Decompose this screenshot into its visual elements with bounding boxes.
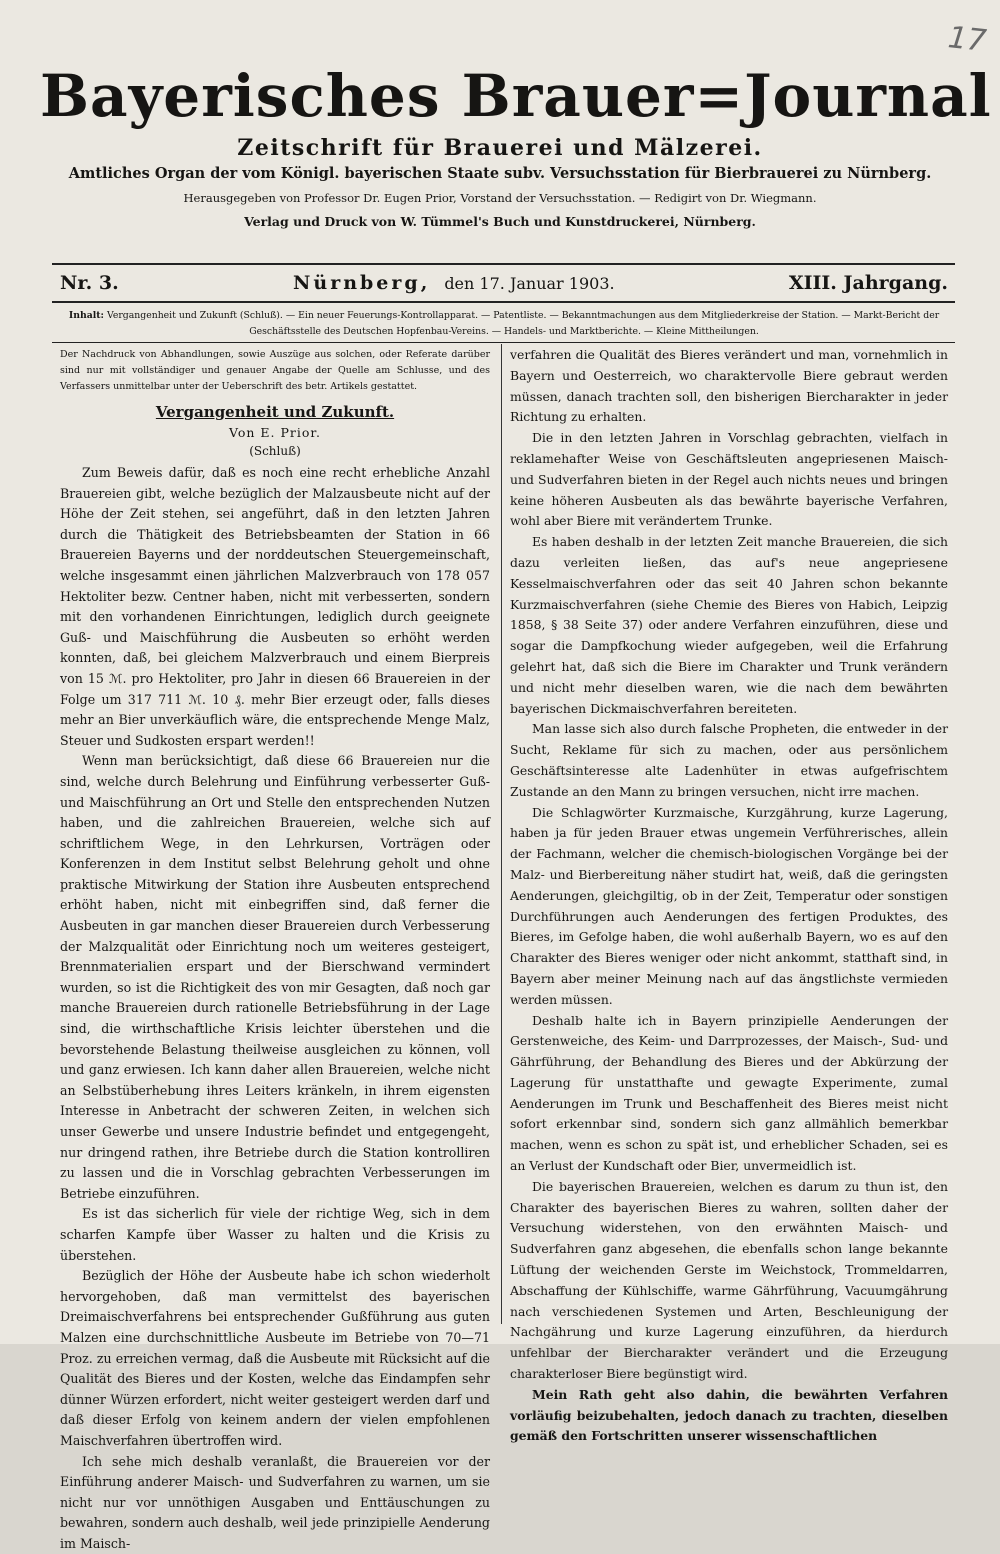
editors-line: Herausgegeben von Professor Dr. Eugen Prior, Vorstand der Versuchsstation. — Redigirt von Dr. Wiegmann.: [40, 186, 960, 210]
issue-rule: [52, 301, 955, 303]
paragraph: Man lasse sich also durch falsche Propheten, die entweder in der Sucht, Reklame für sich zu machen, oder aus persönlichem Geschäftsinteresse alte Ladenhüter in etwas aufgefrischtem Zustande an den Mann zu bringen versuchen, nicht irre machen.: [510, 719, 948, 802]
article-byline: Von E. Prior.: [60, 423, 490, 442]
left-column: [60, 345, 490, 1324]
column-divider: [501, 344, 502, 1324]
paragraph: verfahren die Qualität des Bieres verändert und man, vornehmlich in Bayern und Oesterreich, wo charaktervolle Biere gebraut werden müssen, danach trachten soll, den bisherigen Biercharakter in jeder Richtung zu erhalten.: [510, 345, 948, 428]
issue-place-date: [293, 272, 615, 294]
right-column: [510, 345, 948, 1324]
masthead-rule: [52, 263, 955, 265]
conclusion-paragraph: Mein Rath geht also dahin, die bewährten Verfahren vorläufig beizubehalten, jedoch danach zu trachten, dieselben gemäß den Fortschritten unserer wissenschaftlichen: [510, 1385, 948, 1447]
paragraph: Es ist das sicherlich für viele der richtige Weg, sich in dem scharfen Kampfe über Wasser zu halten und die Krisis zu überstehen.: [60, 1204, 490, 1266]
issue-number: Nr. 3.: [60, 272, 119, 294]
journal-subtitle: Zeitschrift für Brauerei und Mälzerei.: [40, 134, 960, 162]
page-number: 17: [946, 20, 988, 59]
reprint-notice: Der Nachdruck von Abhandlungen, sowie Auszüge aus solchen, oder Referate darüber sind nur mit vollständiger und genauer Angabe der Quelle am Schlusse, und des Verfassers unmittelbar unter der Ueberschrift des betr. Artikels gestattet.: [60, 347, 490, 395]
journal-title: Bayerisches Brauer=Journal: [40, 58, 960, 134]
paragraph: Bezüglich der Höhe der Ausbeute habe ich schon wiederholt hervorgehoben, daß man vermittelst des bayerischen Dreimaischverfahrens bei entsprechender Gußführung aus guten Malzen eine durchschnittliche Ausbeute im Betriebe von 70—71 Proz. zu erreichen vermag, daß die Ausbeute mit Rücksicht auf die Qualität des Bieres und der Kosten, welche das Eindampfen sehr dünner Würzen erfordert, nicht weiter gesteigert werden darf und daß dieser Erfolg von keinem andern der vielen empfohlenen Maischverfahren übertroffen wird.: [60, 1266, 490, 1451]
masthead: [40, 58, 960, 234]
paragraph: Die in den letzten Jahren in Vorschlag gebrachten, vielfach in reklamehafter Weise von Geschäftsleuten angepriesenen Maisch- und Sudverfahren bieten in der Regel auch nichts neues und bringen keine höheren Ausbeuten als das bewährte bayerische Verfahren, wohl aber Biere mit verändertem Trunke.: [510, 428, 948, 532]
contents-text: Vergangenheit und Zukunft (Schluß). — Ein neuer Feuerungs-Kontrollapparat. — Patentliste. — Bekanntmachungen aus dem Mitgliederkreise der Station. — Markt-Bericht der Geschäftsstelle des Deutschen Hopfenbau-Vereins. — Handels- und Marktberichte. — Kleine Mittheilungen.: [107, 310, 939, 337]
paragraph: Es haben deshalb in der letzten Zeit manche Brauereien, die sich dazu verleiten ließen, das auf's neue angepriesene Kesselmaischverfahren oder das seit 40 Jahren schon bekannte Kurzmaischverfahren (siehe Chemie des Bieres von Habich, Leipzig 1858, § 38 Seite 37) oder andere Verfahren einzuführen, diese und sogar die Dampfkochung wieder aufgegeben, weil die Erfahrung gelehrt hat, daß sich die Biere im Charakter und Trunk verändern und nicht mehr dieselben waren, wie die nach dem bewährten bayerischen Dickmaischverfahren bereiteten.: [510, 532, 948, 719]
article-title: Vergangenheit und Zukunft.: [60, 401, 490, 423]
paragraph: Wenn man berücksichtigt, daß diese 66 Brauereien nur die sind, welche durch Belehrung und Einführung verbesserter Guß- und Maischführung an Ort und Stelle den entsprechenden Nutzen haben, und die zahlreichen Brauereien, welche sich auf schriftlichem Wege, in den Lehrkursen, Vorträgen oder Konferenzen in dem Institut selbst Belehrung geholt und ohne praktische Mitwirkung der Station ihre Ausbeuten entsprechend erhöht haben, nicht mit einbegriffen sind, daß ferner die Ausbeuten in gar manchen dieser Brauereien durch Verbesserung der Malzqualität oder Einrichtung noch um weiteres gesteigert, Brennmaterialien erspart und der Bierschwand vermindert wurden, so ist die Richtigkeit des von mir Gesagten, daß noch gar manche Brauereien durch rationelle Betriebsführung in der Lage sind, die wirthschaftliche Krisis leichter überstehen und die bevorstehende Belastung theilweise ausgleichen zu können, voll und ganz erwiesen. Ich kann daher allen Brauereien, welche nicht an Selbstüberhebung ihres Leiters kränkeln, in ihrem eigensten Interesse in Anbetracht der schweren Zeiten, in welchen sich unser Gewerbe und unsere Industrie befindet und entgegengeht, nur dringend rathen, ihre Betriebe durch die Station kontrolliren zu lassen und die in Vorschlag gebrachten Verbesserungen im Betriebe einzuführen.: [60, 751, 490, 1204]
paragraph: Die bayerischen Brauereien, welchen es darum zu thun ist, den Charakter des bayerischen Bieres zu wahren, sollten daher der Versuchung widerstehen, von den erwähnten Maisch- und Sudverfahren ganz abgesehen, die ebenfalls schon lange bekannte Lüftung der weichenden Gerste im Weichstock, Trommeldarren, Abschaffung der Kühlschiffe, warme Gährführung, Vacuumgährung nach verschiedenen Systemen und Arten, Beschleunigung der Nachgährung und kurze Lagerung einzuführen, da hierdurch unfehlbar der Biercharakter verändert und die Erzeugung charakterloser Biere begünstigt wird.: [510, 1177, 948, 1385]
contents-rule: [52, 342, 955, 343]
paragraph: Ich sehe mich deshalb veranlaßt, die Brauereien vor der Einführung anderer Maisch- und Sudverfahren zu warnen, um sie nicht nur vor unnöthigen Ausgaben und Enttäuschungen zu bewahren, sondern auch deshalb, weil jede prinzipielle Aenderung im Maisch-: [60, 1452, 490, 1554]
paragraph: Zum Beweis dafür, daß es noch eine recht erhebliche Anzahl Brauereien gibt, welche bezüglich der Malzausbeute nicht auf der Höhe der Zeit stehen, sei angeführt, daß in den letzten Jahren durch die Thätigkeit des Betriebsbeamten der Station in 66 Brauereien Bayerns und der norddeutschen Steuergemeinschaft, welche insgesammt einen jährlichen Malzverbrauch von 178 057 Hektoliter bezw. Centner haben, nicht mit verbesserten, sondern mit den vorhandenen Einrichtungen, lediglich durch geeignete Guß- und Maischführung die Ausbeuten so erhöht werden konnten, daß, bei gleichem Malzverbrauch und einem Bierpreis von 15 ℳ. pro Hektoliter, pro Jahr in diesen 66 Brauereien in der Folge um 317 711 ℳ. 10 ₰. mehr Bier erzeugt oder, falls dieses mehr an Bier unverkäuflich wäre, die entsprechende Menge Malz, Steuer und Sudkosten erspart werden!!: [60, 463, 490, 751]
paragraph: Deshalb halte ich in Bayern prinzipielle Aenderungen der Gerstenweiche, des Keim- und Darrprozesses, der Maisch-, Sud- und Gährführung, der Behandlung des Bieres und der Abkürzung der Lagerung für unstatthafte und gewagte Experimente, zumal Aenderungen im Trunk und Beschaffenheit des Bieres meist nicht sofort erkennbar sind, sondern sich ganz allmählich bemerkbar machen, wenn es schon zu spät ist, und erheblicher Schaden, sei es an Verlust der Kundschaft oder Bier, unvermeidlich ist.: [510, 1011, 948, 1177]
issue-city: Nürnberg,: [293, 272, 430, 294]
official-organ-line: Amtliches Organ der vom Königl. bayerischen Staate subv. Versuchsstation für Bierbrauerei zu Nürnberg.: [40, 162, 960, 186]
paragraph: Die Schlagwörter Kurzmaische, Kurzgährung, kurze Lagerung, haben ja für jeden Brauer etwas ungemein Verführerisches, allein der Fachmann, welcher die chemisch-biologischen Vorgänge bei der Malz- und Bierbereitung näher studirt hat, weiß, daß die geringsten Aenderungen, gleichgiltig, ob in der Zeit, Temperatur oder sonstigen Durchführungen auch Aenderungen des fertigen Produktes, des Bieres, im Gefolge haben, die wohl außerhalb Bayern, wo es auf den Charakter des Bieres weniger oder nicht ankommt, statthaft sind, in Bayern aber meiner Meinung nach auf das ängstlichste vermieden werden müssen.: [510, 803, 948, 1011]
issue-volume: XIII. Jahrgang.: [789, 272, 948, 294]
article-continuation: (Schluß): [60, 442, 490, 461]
publisher-line: Verlag und Druck von W. Tümmel's Buch und Kunstdruckerei, Nürnberg.: [40, 210, 960, 234]
table-of-contents: [50, 308, 958, 340]
issue-date: den 17. Januar 1903.: [444, 274, 614, 293]
contents-label: Inhalt:: [69, 310, 104, 321]
issue-line: [60, 268, 948, 298]
